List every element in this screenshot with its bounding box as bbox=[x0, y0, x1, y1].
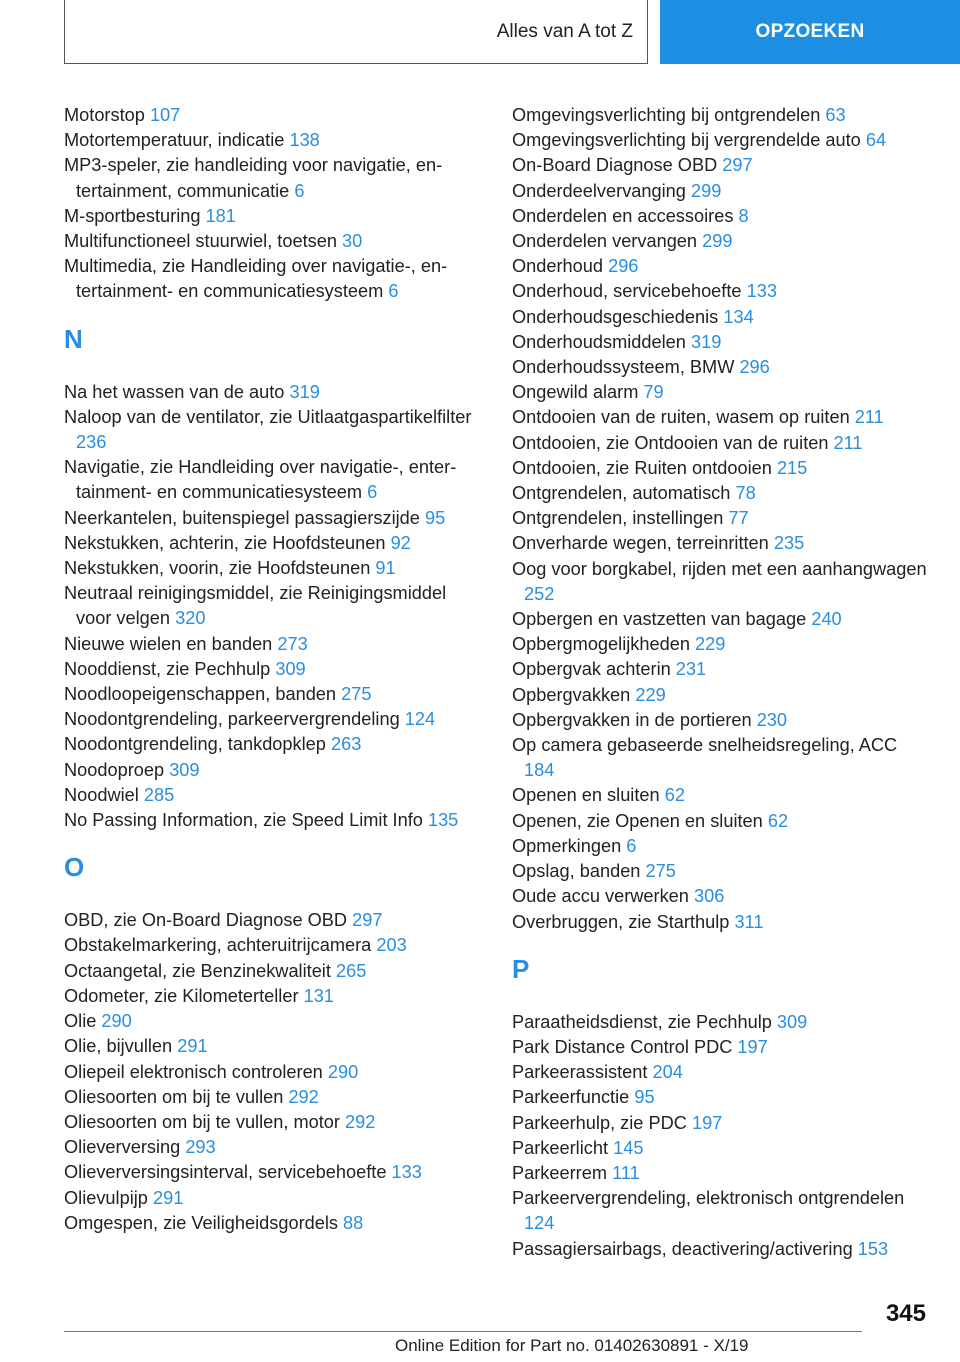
index-entry-text: Nooddienst, zie Pechhulp bbox=[64, 658, 271, 679]
index-entry bbox=[64, 632, 484, 657]
index-entry bbox=[64, 783, 484, 808]
page-link[interactable]: 124 bbox=[524, 1213, 555, 1234]
page-link[interactable]: 6 bbox=[626, 835, 637, 856]
index-entry bbox=[512, 254, 927, 279]
page-link[interactable]: 204 bbox=[652, 1062, 683, 1083]
page-link[interactable]: 311 bbox=[734, 911, 764, 932]
page-link[interactable]: 184 bbox=[524, 760, 555, 781]
page-link[interactable]: 309 bbox=[275, 658, 306, 679]
index-entry bbox=[512, 1136, 927, 1161]
index-entry bbox=[512, 153, 927, 178]
page-link[interactable]: 8 bbox=[738, 205, 749, 226]
index-entry bbox=[64, 1135, 484, 1160]
page-link[interactable]: 292 bbox=[288, 1086, 319, 1107]
page-link[interactable]: 292 bbox=[345, 1111, 376, 1132]
index-entry-text: Parkeervergrendeling, elektronisch ontgrendelen bbox=[512, 1188, 905, 1209]
page-link[interactable]: 290 bbox=[101, 1011, 132, 1032]
index-entry-text: Noodontgrendeling, parkeervergrendeling bbox=[64, 709, 400, 730]
index-entry-text: Parkeerlicht bbox=[512, 1137, 609, 1158]
index-entry-text: Olie bbox=[64, 1011, 97, 1032]
index-entry-text: Opbergvak achterin bbox=[512, 659, 671, 680]
page-link[interactable]: 95 bbox=[424, 507, 446, 528]
index-entry bbox=[64, 1186, 484, 1211]
page-link[interactable]: 229 bbox=[695, 634, 726, 655]
page-link[interactable]: 306 bbox=[693, 886, 725, 907]
index-entry-text: Overbruggen, zie Starthulp bbox=[512, 911, 730, 932]
index-entry bbox=[512, 355, 927, 380]
index-entry-text: Olievulpijp bbox=[64, 1187, 148, 1208]
index-entry-text: Omgevingsverlichting bij ontgrendelen bbox=[512, 105, 821, 125]
page-link[interactable]: 6 bbox=[294, 180, 305, 201]
page-link[interactable]: 62 bbox=[767, 810, 789, 831]
index-entry bbox=[64, 1009, 484, 1034]
page-link[interactable]: 299 bbox=[690, 180, 722, 201]
page-link[interactable]: 138 bbox=[289, 130, 320, 151]
page-link[interactable]: 145 bbox=[613, 1137, 644, 1158]
index-entry bbox=[512, 204, 927, 229]
page-link[interactable]: 275 bbox=[341, 684, 372, 705]
page-link[interactable]: 291 bbox=[177, 1036, 208, 1057]
index-entry bbox=[512, 481, 927, 506]
index-entry bbox=[64, 657, 484, 682]
page-link[interactable]: 297 bbox=[722, 155, 753, 176]
index-entry-text: Noodwiel bbox=[64, 784, 139, 805]
index-entry bbox=[512, 380, 927, 405]
index-entry-text: Onderdelen vervangen bbox=[512, 231, 698, 252]
page-link[interactable]: 197 bbox=[737, 1036, 768, 1057]
index-entry bbox=[512, 1085, 927, 1110]
index-entry bbox=[64, 103, 484, 128]
page-link[interactable]: 297 bbox=[352, 910, 383, 931]
index-entry-text: Ontdooien, zie Ontdooien van de ruiten bbox=[512, 432, 829, 453]
index-entry bbox=[64, 153, 484, 203]
index-entry-text: Omgespen, zie Veiligheidsgordels bbox=[64, 1212, 338, 1233]
index-entry-text: Opbergvakken bbox=[512, 684, 631, 705]
index-entry bbox=[64, 732, 484, 757]
page-link[interactable]: 309 bbox=[169, 759, 200, 780]
page-link[interactable]: 88 bbox=[343, 1212, 364, 1233]
index-column-left bbox=[64, 103, 484, 1236]
index-entry bbox=[64, 1110, 484, 1135]
index-entry-text: Parkeerhulp, zie PDC bbox=[512, 1112, 687, 1133]
footer-divider bbox=[64, 1331, 862, 1332]
page-link[interactable]: 63 bbox=[825, 105, 846, 125]
index-entry bbox=[64, 984, 484, 1009]
index-entry bbox=[512, 1186, 927, 1236]
section-letter: O bbox=[64, 852, 85, 883]
index-entry-text: Parkeerassistent bbox=[512, 1062, 648, 1083]
index-entry-text: Opbergvakken in de portieren bbox=[512, 709, 752, 730]
page-link[interactable]: 290 bbox=[327, 1061, 359, 1082]
index-entry bbox=[512, 1060, 927, 1085]
page-link[interactable]: 263 bbox=[330, 734, 362, 755]
index-entry bbox=[64, 908, 484, 933]
index-entry-text: Neutraal reinigingsmiddel, zie Reinigingsmiddel voor velgen bbox=[64, 583, 447, 629]
index-entry bbox=[512, 405, 927, 430]
page-link[interactable]: 285 bbox=[143, 784, 175, 805]
index-entry-text: MP3-speler, zie handleiding voor navigatie, entertainment, communicatie bbox=[64, 155, 443, 201]
index-entry-text: Odometer, zie Kilometerteller bbox=[64, 985, 299, 1006]
index-entry-text: Oude accu verwerken bbox=[512, 886, 689, 907]
index-entry-text: Paraatheidsdienst, zie Pechhulp bbox=[512, 1011, 772, 1032]
page-link[interactable]: 236 bbox=[76, 432, 107, 453]
tab-search[interactable] bbox=[660, 0, 960, 64]
index-entry bbox=[512, 1111, 927, 1136]
page-number: 345 bbox=[885, 1300, 926, 1327]
page-link[interactable]: 299 bbox=[702, 231, 733, 252]
index-entry-text: Noodloopeigenschappen, banden bbox=[64, 684, 337, 705]
index-entry bbox=[512, 834, 927, 859]
index-entry bbox=[512, 910, 927, 935]
index-entry bbox=[512, 305, 927, 330]
index-entry-text: Naloop van de ventilator, zie Uitlaatgaspartikelfilter bbox=[64, 406, 472, 427]
index-entry-text: Ontgrendelen, automatisch bbox=[512, 483, 731, 504]
tab-index-a-to-z[interactable] bbox=[64, 0, 648, 64]
index-entry-text: Parkeerrem bbox=[512, 1162, 608, 1183]
page-link[interactable]: 124 bbox=[404, 709, 436, 730]
index-entry-text: Openen, zie Openen en sluiten bbox=[512, 810, 763, 831]
section-letter: P bbox=[512, 953, 530, 984]
index-entry-text: Onderdelen en accessoires bbox=[512, 205, 734, 226]
index-entry bbox=[64, 531, 484, 556]
index-entry-text: Nieuwe wielen en banden bbox=[64, 633, 273, 654]
index-entry bbox=[512, 632, 927, 657]
index-entry bbox=[64, 1211, 484, 1236]
index-entry bbox=[512, 279, 927, 304]
index-entry-text: Oliesoorten om bij te vullen, motor bbox=[64, 1111, 340, 1132]
index-entry-text: Onverharde wegen, terreinritten bbox=[512, 533, 769, 554]
index-entry bbox=[512, 330, 927, 355]
index-entry bbox=[512, 531, 927, 556]
index-entry-text: Oog voor borgkabel, rijden met een aanhangwagen bbox=[512, 558, 927, 579]
index-entry-text: Na het wassen van de auto bbox=[64, 381, 285, 402]
page-link[interactable]: 235 bbox=[773, 533, 805, 554]
index-entry bbox=[64, 204, 484, 229]
index-entry-text: Olie, bijvullen bbox=[64, 1036, 173, 1057]
page-link[interactable]: 215 bbox=[776, 457, 808, 478]
index-entry-text: Olieverversing bbox=[64, 1137, 181, 1158]
page-link[interactable]: 319 bbox=[690, 331, 722, 352]
page-link[interactable]: 30 bbox=[342, 231, 363, 252]
index-entry-text: Navigatie, zie Handleiding over navigatie-, entertainment- en communicatiesysteem bbox=[64, 457, 457, 503]
index-entry-text: Octaangetal, zie Benzinekwaliteit bbox=[64, 960, 331, 981]
index-entry-text: Motorstop bbox=[64, 105, 145, 125]
page-link[interactable]: 133 bbox=[746, 281, 777, 302]
page-link[interactable]: 135 bbox=[427, 810, 459, 831]
index-entry-text: Onderdeelvervanging bbox=[512, 180, 686, 201]
page-link[interactable]: 320 bbox=[175, 608, 206, 629]
index-entry-text: Multimedia, zie Handleiding over navigatie-, entertainment- en communicatiesysteem bbox=[64, 256, 448, 302]
tab-search-label: OPZOEKEN bbox=[755, 21, 865, 42]
index-entry-text: M-sportbesturing bbox=[64, 205, 201, 226]
page-link[interactable]: 134 bbox=[723, 306, 754, 327]
top-navigation bbox=[0, 0, 960, 64]
index-entry-text: Noodoproep bbox=[64, 759, 165, 780]
page-link[interactable]: 296 bbox=[739, 357, 770, 378]
index-entry-text: Obstakelmarkering, achteruitrijcamera bbox=[64, 935, 372, 956]
index-entry bbox=[512, 733, 927, 783]
page-link[interactable]: 211 bbox=[833, 432, 863, 453]
page-link[interactable]: 64 bbox=[865, 130, 887, 151]
index-entry bbox=[64, 1060, 484, 1085]
index-entry bbox=[64, 380, 484, 405]
index-entry-text: Ongewild alarm bbox=[512, 382, 639, 403]
index-entry bbox=[512, 783, 927, 808]
page-link[interactable]: 296 bbox=[608, 256, 639, 277]
index-entry bbox=[512, 229, 927, 254]
tab-index-label: Alles van A tot Z bbox=[496, 20, 633, 42]
page-link[interactable]: 107 bbox=[149, 105, 181, 125]
page-link[interactable]: 95 bbox=[634, 1087, 655, 1108]
index-entry bbox=[64, 581, 484, 631]
index-entry bbox=[512, 1161, 927, 1186]
index-entry bbox=[512, 1010, 927, 1035]
page-link[interactable]: 291 bbox=[152, 1187, 184, 1208]
index-entry bbox=[512, 884, 927, 909]
index-entry-text: Oliepeil elektronisch controleren bbox=[64, 1061, 323, 1082]
page-link[interactable]: 153 bbox=[857, 1238, 889, 1259]
index-entry-text: Oliesoorten om bij te vullen bbox=[64, 1086, 284, 1107]
index-entry bbox=[64, 506, 484, 531]
page-link[interactable]: 240 bbox=[811, 609, 842, 630]
index-entry-text: Onderhoud bbox=[512, 256, 604, 277]
page-link[interactable]: 319 bbox=[289, 381, 320, 402]
page-link[interactable]: 62 bbox=[664, 785, 685, 806]
index-entry-text: Openen en sluiten bbox=[512, 785, 660, 806]
index-entry-text: Onderhoud, servicebehoefte bbox=[512, 281, 742, 302]
index-entry bbox=[64, 959, 484, 984]
index-entry bbox=[64, 707, 484, 732]
index-entry bbox=[64, 128, 484, 153]
index-entry-text: No Passing Information, zie Speed Limit Info bbox=[64, 810, 423, 831]
index-entry bbox=[512, 683, 927, 708]
page-link[interactable]: 111 bbox=[612, 1162, 640, 1183]
index-entry-text: Onderhoudsgeschiedenis bbox=[512, 306, 719, 327]
index-entry bbox=[64, 1034, 484, 1059]
page-link[interactable]: 211 bbox=[854, 407, 884, 428]
page-link[interactable]: 91 bbox=[375, 558, 396, 579]
index-entry-text: Op camera gebaseerde snelheidsregeling, ACC bbox=[512, 735, 898, 756]
index-entry bbox=[512, 506, 927, 531]
page-link[interactable]: 231 bbox=[675, 659, 707, 680]
page-link[interactable]: 197 bbox=[691, 1112, 723, 1133]
page-link[interactable]: 265 bbox=[335, 960, 367, 981]
index-entry bbox=[512, 607, 927, 632]
index-entry-text: Opmerkingen bbox=[512, 835, 622, 856]
index-entry-text: On-Board Diagnose OBD bbox=[512, 155, 718, 176]
index-entry bbox=[64, 254, 484, 304]
index-entry-text: Parkeerfunctie bbox=[512, 1087, 630, 1108]
page-link[interactable]: 293 bbox=[185, 1137, 216, 1158]
index-entry-text: Motortemperatuur, indicatie bbox=[64, 130, 285, 151]
index-entry bbox=[512, 128, 927, 153]
index-entry-text: Passagiersairbags, deactivering/activering bbox=[512, 1238, 853, 1259]
index-entry bbox=[64, 229, 484, 254]
index-entry bbox=[64, 758, 484, 783]
page-link[interactable]: 252 bbox=[524, 583, 555, 604]
index-entry bbox=[512, 859, 927, 884]
page-link[interactable]: 79 bbox=[643, 382, 664, 403]
index-entry-text: Opbergen en vastzetten van bagage bbox=[512, 609, 807, 630]
index-entry bbox=[64, 405, 484, 455]
index-entry bbox=[512, 431, 927, 456]
page-link[interactable]: 78 bbox=[735, 483, 756, 504]
index-entry bbox=[512, 557, 927, 607]
index-entry bbox=[64, 933, 484, 958]
section-letter: N bbox=[64, 323, 83, 354]
page-link[interactable]: 6 bbox=[388, 281, 399, 302]
index-entry bbox=[512, 456, 927, 481]
index-entry bbox=[512, 809, 927, 834]
index-entry-text: Opbergmogelijkheden bbox=[512, 634, 690, 655]
index-entry-text: Multifunctioneel stuurwiel, toetsen bbox=[64, 231, 337, 252]
index-entry bbox=[64, 808, 484, 833]
index-entry bbox=[512, 708, 927, 733]
page-link[interactable]: 309 bbox=[776, 1011, 808, 1032]
index-entry bbox=[64, 1160, 484, 1185]
index-entry-text: Omgevingsverlichting bij vergrendelde auto bbox=[512, 130, 861, 151]
index-entry-text: Ontgrendelen, instellingen bbox=[512, 508, 724, 529]
index-entry bbox=[64, 1085, 484, 1110]
index-entry bbox=[512, 179, 927, 204]
index-entry-text: Park Distance Control PDC bbox=[512, 1036, 733, 1057]
page-link[interactable]: 133 bbox=[391, 1162, 422, 1183]
page-link[interactable]: 131 bbox=[303, 985, 334, 1006]
page-link[interactable]: 203 bbox=[376, 935, 407, 956]
index-entry bbox=[64, 455, 484, 505]
index-entry bbox=[512, 103, 927, 128]
index-entry-text: Neerkantelen, buitenspiegel passagierszijde bbox=[64, 507, 420, 528]
index-entry-text: Ontdooien, zie Ruiten ontdooien bbox=[512, 457, 772, 478]
index-entry-text: OBD, zie On-Board Diagnose OBD bbox=[64, 910, 348, 931]
page-link[interactable]: 275 bbox=[645, 861, 676, 882]
page-link[interactable]: 273 bbox=[277, 633, 308, 654]
page-link[interactable]: 229 bbox=[635, 684, 666, 705]
index-entry bbox=[512, 1035, 927, 1060]
index-entry-text: Nekstukken, voorin, zie Hoofdsteunen bbox=[64, 558, 371, 579]
page-link[interactable]: 77 bbox=[728, 508, 749, 529]
page-link[interactable]: 181 bbox=[205, 205, 236, 226]
index-entry bbox=[64, 682, 484, 707]
footer-edition: Online Edition for Part no. 01402630891 - X/19 bbox=[395, 1336, 749, 1355]
page-link[interactable]: 230 bbox=[756, 709, 788, 730]
index-entry bbox=[64, 556, 484, 581]
index-entry-text: Onderhoudssysteem, BMW bbox=[512, 357, 735, 378]
index-column-right bbox=[512, 103, 927, 1262]
index-entry bbox=[512, 1237, 927, 1262]
index-entry-text: Ontdooien van de ruiten, wasem op ruiten bbox=[512, 407, 850, 428]
index-entry bbox=[512, 657, 927, 682]
index-entry-text: Olieverversingsinterval, servicebehoefte bbox=[64, 1162, 387, 1183]
page-link[interactable]: 92 bbox=[390, 532, 411, 553]
index-entry-text: Onderhoudsmiddelen bbox=[512, 331, 686, 352]
page-link[interactable]: 6 bbox=[367, 482, 378, 503]
index-entry-text: Noodontgrendeling, tankdopklep bbox=[64, 734, 326, 755]
index-entry-text: Opslag, banden bbox=[512, 861, 641, 882]
index-entry-text: Nekstukken, achterin, zie Hoofdsteunen bbox=[64, 532, 386, 553]
